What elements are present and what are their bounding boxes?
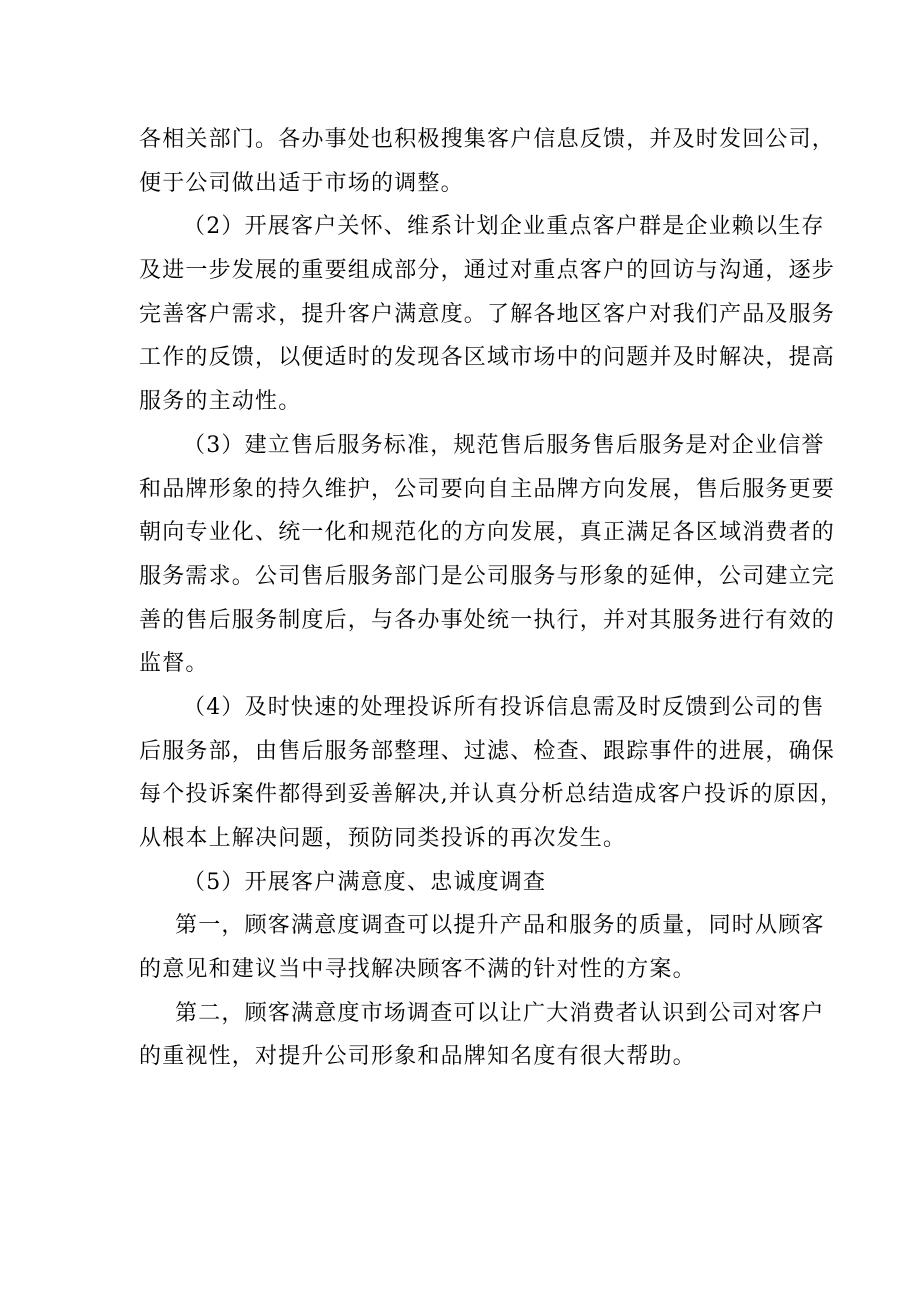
document-body: [139, 118, 844, 1079]
text-line: 服务需求。公司售后服务部门是公司服务与形象的延伸，公司建立完: [139, 563, 836, 589]
text-line: 和品牌形象的持久维护，公司要向自主品牌方向发展，售后服务更要: [139, 476, 836, 502]
text-line: 从根本上解决问题，预防同类投诉的再次发生。: [139, 826, 627, 851]
text-line: 及进一步发展的重要组成部分，通过对重点客户的回访与沟通，逐步: [139, 258, 836, 284]
text-line: 朝向专业化、统一化和规范化的方向发展，真正满足各区域消费者的: [139, 520, 836, 546]
paragraph-heading-4: （4）及时快速的处理投诉所有投诉信息需及时反馈到公司的售: [183, 694, 825, 720]
text-line: 完善客户需求，提升客户满意度。了解各地区客户对我们产品及服务: [139, 301, 836, 327]
text-line: 的重视性，对提升公司形象和品牌知名度有很大帮助。: [139, 1044, 696, 1070]
text-line: 每个投诉案件都得到妥善解决,并认真分析总结造成客户投诉的原因，: [139, 782, 844, 808]
text-line: 后服务部，由售后服务部整理、过滤、检查、跟踪事件的进展，确保: [139, 738, 836, 764]
paragraph-heading-3: （3）建立售后服务标准，规范售后服务售后服务是对企业信誉: [183, 432, 825, 458]
text-line: 第二，顾客满意度市场调查可以让广大消费者认识到公司对客户: [175, 1000, 825, 1026]
text-line: 便于公司做出适于市场的调整。: [139, 170, 464, 196]
text-line: 的意见和建议当中寻找解决顾客不满的针对性的方案。: [139, 957, 696, 983]
text-line: 善的售后服务制度后，与各办事处统一执行，并对其服务进行有效的: [139, 607, 836, 633]
paragraph-heading-5: （5）开展客户满意度、忠诚度调查: [183, 869, 547, 895]
text-line: 工作的反馈，以便适时的发现各区域市场中的问题并及时解决，提高: [139, 345, 836, 371]
text-line: 第一，顾客满意度调查可以提升产品和服务的质量，同时从顾客: [175, 913, 825, 939]
text-line: 各相关部门。各办事处也积极搜集客户信息反馈，并及时发回公司，: [139, 127, 836, 152]
paragraph-heading-2: （2）开展客户关怀、维系计划企业重点客户群是企业赖以生存: [183, 214, 825, 240]
text-line: 监督。: [139, 651, 209, 677]
text-line: 服务的主动性。: [139, 389, 302, 415]
